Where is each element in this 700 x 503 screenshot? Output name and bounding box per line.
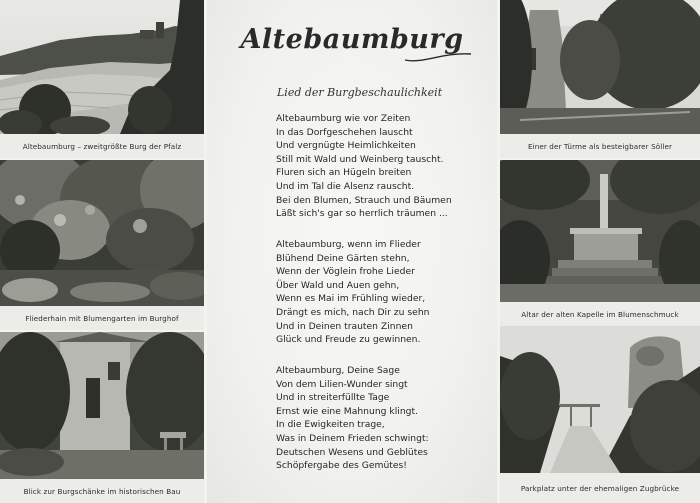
poem-line: Wenn der Vöglein frohe Lieder xyxy=(276,266,415,278)
caption-left-3: Blick zur Burgschänke im historischen Bau xyxy=(0,479,204,503)
poem-line: Schöpfergabe des Gemütes! xyxy=(276,460,407,472)
poem-line: Altebaumburg, wenn im Flieder xyxy=(276,239,421,250)
stanza-3 xyxy=(276,364,429,473)
poem-line: Altebaumburg, Deine Sage xyxy=(276,365,400,376)
poem-line: Läßt sich's gar so herrlich träumen ... xyxy=(276,208,448,220)
poem-line: Und in streiterfüllte Tage xyxy=(276,392,390,404)
photo-lilac-garden xyxy=(0,160,204,306)
caption-left-1: Altebaumburg – zweitgrößte Burg der Pfalz xyxy=(0,134,204,158)
poem-line: Und im Tal die Alsenz rauscht. xyxy=(276,180,415,192)
poem-line: Fluren sich an Hügeln breiten xyxy=(276,167,412,179)
poem-line: In die Ewigkeiten trage, xyxy=(276,419,385,431)
stanza-1 xyxy=(276,112,452,221)
photo-parking-drawbridge xyxy=(500,326,700,473)
photo-castle-hill xyxy=(0,0,204,134)
poem-line: Wenn es Mai im Frühling wieder, xyxy=(276,293,426,305)
caption-left-2: Fliederhain mit Blumengarten im Burghof xyxy=(0,306,204,330)
stanza-2 xyxy=(276,238,429,347)
poem-line: Bei den Blumen, Strauch und Bäumen xyxy=(276,194,452,206)
caption-right-2: Altar der alten Kapelle im Blumenschmuck xyxy=(500,302,700,326)
page-title: Altebaumburg xyxy=(240,24,464,55)
poem-subtitle: Lied der Burgbeschaulichkeit xyxy=(277,86,443,99)
poem-line: Glück und Freude zu gewinnen. xyxy=(276,334,421,346)
title-swash xyxy=(403,50,473,64)
poem-line: Still mit Wald und Weinberg tauscht. xyxy=(276,153,444,165)
photo-tower-balcony xyxy=(500,0,700,134)
poem-line: Und vergnügte Heimlichkeiten xyxy=(276,140,416,152)
photo-tavern-view xyxy=(0,332,204,479)
poem-panel xyxy=(207,0,497,503)
poem-line: Ernst wie eine Mahnung klingt. xyxy=(276,405,418,417)
poem-line: Was in Deinem Frieden schwingt: xyxy=(276,432,429,444)
poem-line: Über Wald und Auen gehn, xyxy=(276,279,400,291)
photo-chapel-altar xyxy=(500,160,700,302)
caption-right-1: Einer der Türme als besteigbarer Söller xyxy=(500,134,700,158)
poem-line: Von dem Lilien-Wunder singt xyxy=(276,378,408,390)
poem-line: Altebaumburg wie vor Zeiten xyxy=(276,113,411,124)
caption-right-3: Parkplatz unter der ehemaligen Zugbrücke xyxy=(500,473,700,503)
poem-line: Blühend Deine Gärten stehn, xyxy=(276,252,410,264)
poem-line: Und in Deinen trauten Zinnen xyxy=(276,320,413,332)
poem-line: In das Dorfgeschehen lauscht xyxy=(276,126,413,138)
poem-line: Drängt es mich, nach Dir zu sehn xyxy=(276,306,430,318)
poem-line: Deutschen Wesens und Geblütes xyxy=(276,446,428,458)
